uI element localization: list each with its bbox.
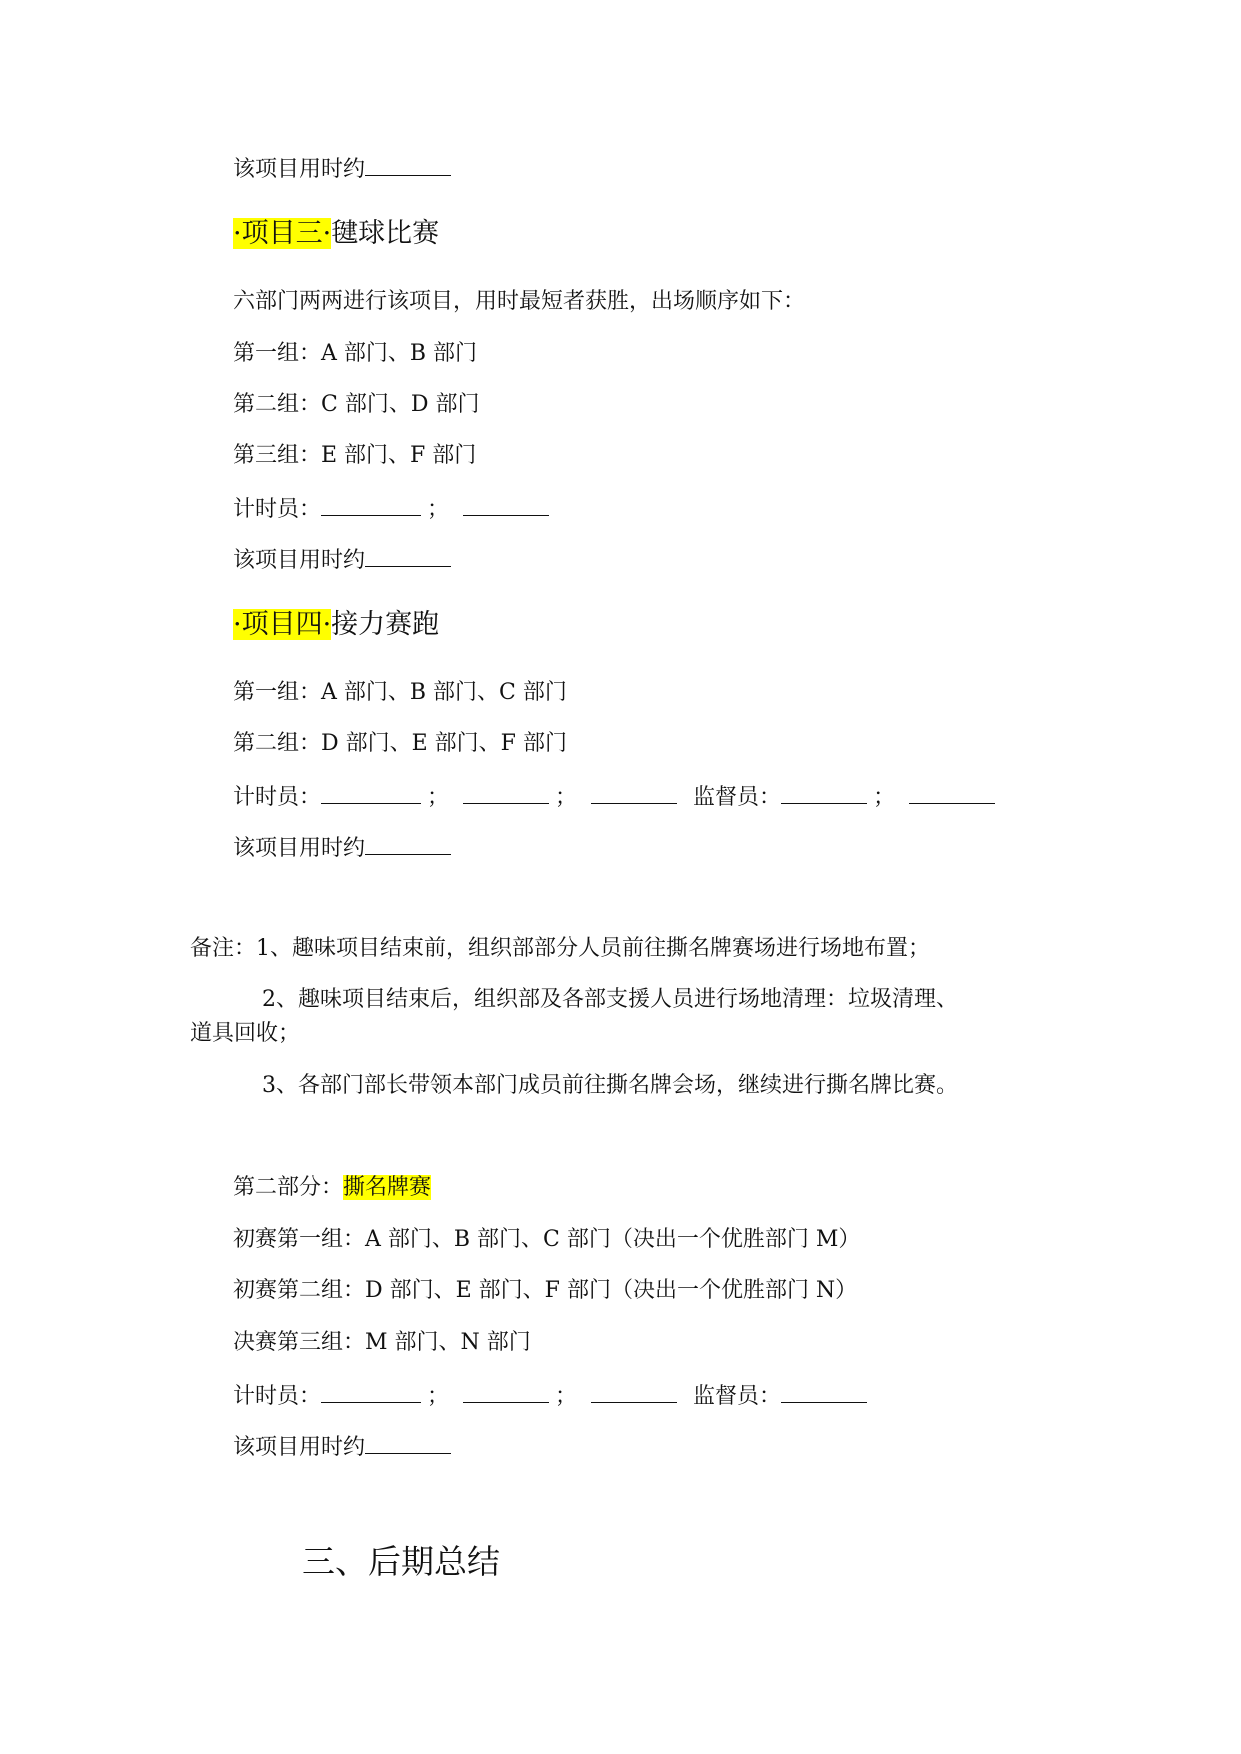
supervisor-blank-1: [781, 781, 867, 804]
separator: ；: [555, 785, 578, 810]
timer-label: 计时员：: [233, 497, 322, 522]
timer-blank-3: [591, 781, 677, 804]
part2-title: 撕名牌赛: [343, 1175, 432, 1200]
part2-label: 第二部分：: [233, 1175, 344, 1200]
project3-badge: ·项目三·: [233, 218, 332, 249]
timer-blank-1: [321, 781, 421, 804]
intro-time-line: [233, 153, 451, 185]
notes-item-3: 3、各部门部长带领本部门成员前往撕名牌会场，继续进行撕名牌比赛。: [262, 1073, 958, 1098]
separator: ；: [427, 1384, 450, 1409]
supervisor-blank-1: [781, 1380, 867, 1403]
project4-group-2: 第二组：D 部门、E 部门、F 部门: [233, 731, 567, 756]
project4-group-1: 第一组：A 部门、B 部门、C 部门: [233, 680, 567, 705]
timer-label: 计时员：: [233, 1384, 322, 1409]
timer-blank-3: [591, 1380, 677, 1403]
part2-group-2: 初赛第二组：D 部门、E 部门、F 部门（决出一个优胜部门 N）: [233, 1278, 858, 1303]
time-blank: [365, 1431, 451, 1454]
notes-item-2a: 2、趣味项目结束后，组织部及各部支援人员进行场地清理：垃圾清理、: [262, 987, 958, 1012]
part2-time-line: [233, 1431, 451, 1463]
separator: ；: [427, 785, 450, 810]
timer-blank-2: [463, 1380, 549, 1403]
notes-label: 备注：: [190, 936, 257, 961]
time-label: 该项目用时约: [233, 1435, 366, 1460]
section3-title: 三、后期总结: [302, 1542, 500, 1581]
project3-group-1: 第一组：A 部门、B 部门: [233, 341, 478, 366]
part2-heading: [233, 1173, 431, 1203]
separator: ；: [555, 1384, 578, 1409]
project3-desc: 六部门两两进行该项目，用时最短者获胜，出场顺序如下：: [233, 289, 806, 314]
timer-blank-2: [463, 781, 549, 804]
project4-time-line: [233, 832, 451, 864]
notes-item-1: [190, 934, 930, 964]
part2-group-3: 决赛第三组：M 部门、N 部门: [233, 1330, 531, 1355]
separator: ；: [427, 497, 450, 522]
project3-time-line: [233, 544, 451, 576]
project3-title: 毽球比赛: [331, 218, 440, 249]
supervisor-blank-2: [909, 781, 995, 804]
project4-badge: ·项目四·: [233, 609, 332, 640]
time-label: 该项目用时约: [233, 548, 366, 573]
time-blank: [365, 544, 451, 567]
part2-group-1: 初赛第一组：A 部门、B 部门、C 部门（决出一个优胜部门 M）: [233, 1227, 861, 1252]
supervisor-label: 监督员：: [693, 785, 782, 810]
project4-title: 接力赛跑: [331, 609, 440, 640]
part2-timers: [233, 1380, 867, 1412]
notes-text-1: 1、趣味项目结束前，组织部部分人员前往撕名牌赛场进行场地布置；: [256, 936, 931, 961]
time-label: 该项目用时约: [233, 836, 366, 861]
project4-heading: [233, 606, 439, 644]
timer-blank-2: [463, 493, 549, 516]
supervisor-label: 监督员：: [693, 1384, 782, 1409]
time-blank: [365, 832, 451, 855]
timer-blank-1: [321, 493, 421, 516]
time-blank: [365, 153, 451, 176]
separator: ；: [873, 785, 896, 810]
project3-heading: [233, 215, 439, 253]
project3-group-2: 第二组：C 部门、D 部门: [233, 392, 480, 417]
project3-group-3: 第三组：E 部门、F 部门: [233, 443, 477, 468]
time-label: 该项目用时约: [233, 157, 366, 182]
project4-timers: [233, 781, 995, 813]
timer-label: 计时员：: [233, 785, 322, 810]
timer-blank-1: [321, 1380, 421, 1403]
notes-item-2b: 道具回收；: [190, 1021, 301, 1046]
project3-timers: [233, 493, 549, 525]
